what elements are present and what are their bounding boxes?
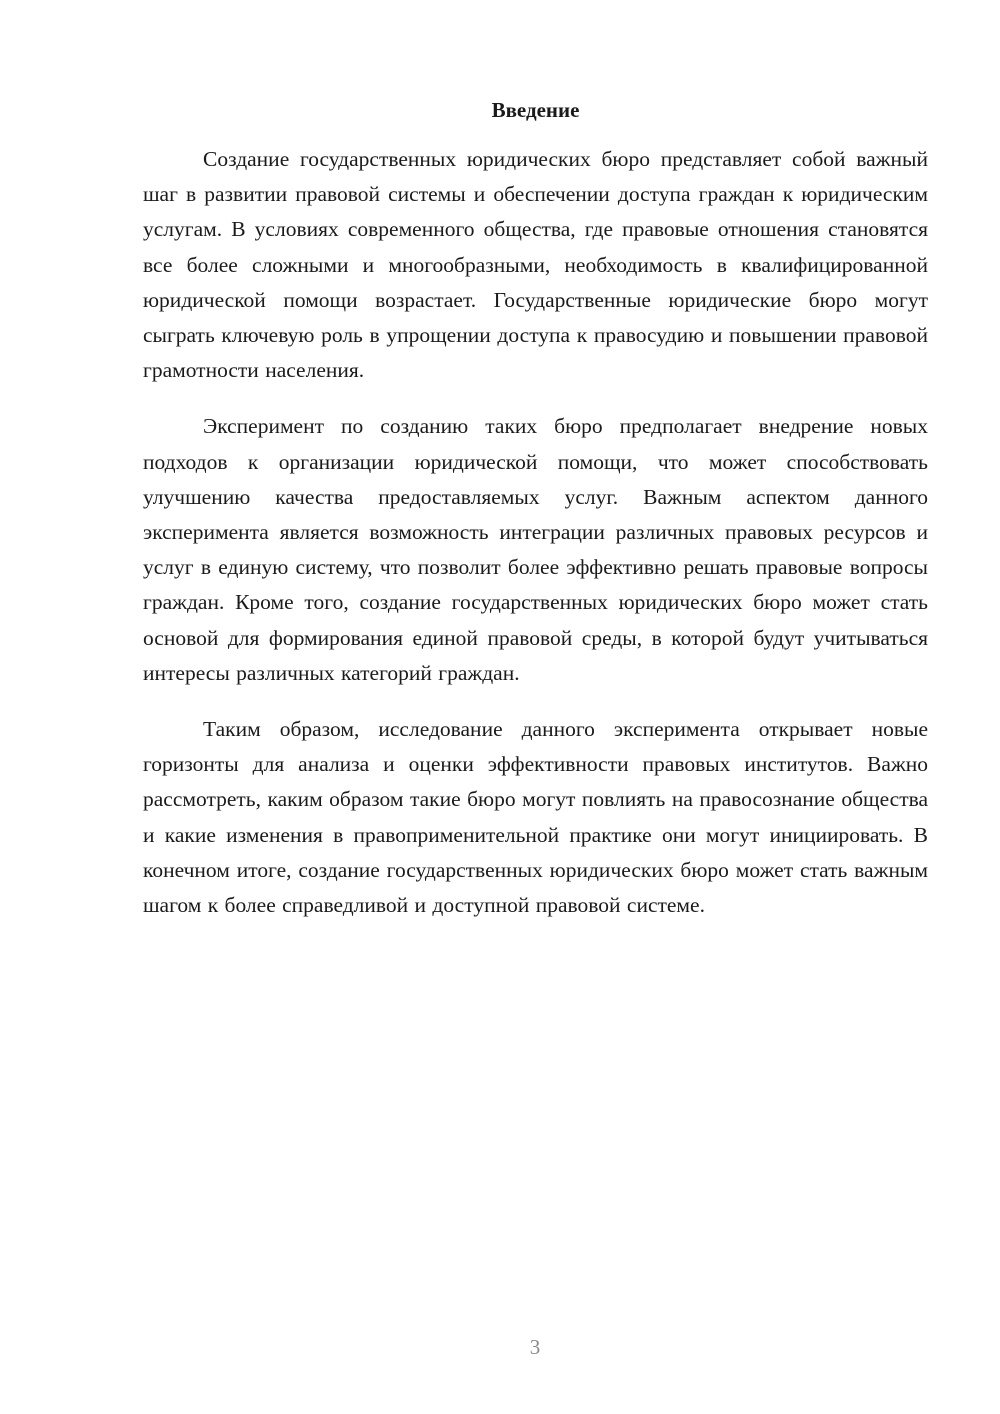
- paragraph-3: Таким образом, исследование данного эксперимента открывает новые горизонты для анализа и оценки эффективности правовых институтов. Важно рассмотреть, каким образом такие бюро могут повлиять на правосознание общества и какие изменения в правоприменительной практике они могут инициировать. В конечном итоге, создание государственных юридических бюро может стать важным шагом к более справедливой и доступной правовой системе.: [143, 717, 928, 918]
- page-content: [143, 92, 928, 923]
- page-number: 3: [529, 1335, 541, 1359]
- section-heading: Введение: [491, 98, 580, 122]
- paragraph-2: Эксперимент по созданию таких бюро предполагает внедрение новых подходов к организации юридической помощи, что может способствовать улучшению качества предоставляемых услуг. Важным аспектом данного эксперимента является возможность интеграции различных правовых ресурсов и услуг в единую систему, что позволит более эффективно решать правовые вопросы граждан. Кроме того, создание государственных юридических бюро может стать основой для формирования единой правовой среды, в которой будут учитываться интересы различных категорий граждан.: [143, 414, 928, 685]
- paragraph-1: Создание государственных юридических бюро представляет собой важный шаг в развитии правовой системы и обеспечении доступа граждан к юридическим услугам. В условиях современного общества, где правовые отношения становятся все более сложными и многообразными, необходимость в квалифицированной юридической помощи возрастает. Государственные юридические бюро могут сыграть ключевую роль в упрощении доступа к правосудию и повышении правовой грамотности населения.: [143, 147, 928, 383]
